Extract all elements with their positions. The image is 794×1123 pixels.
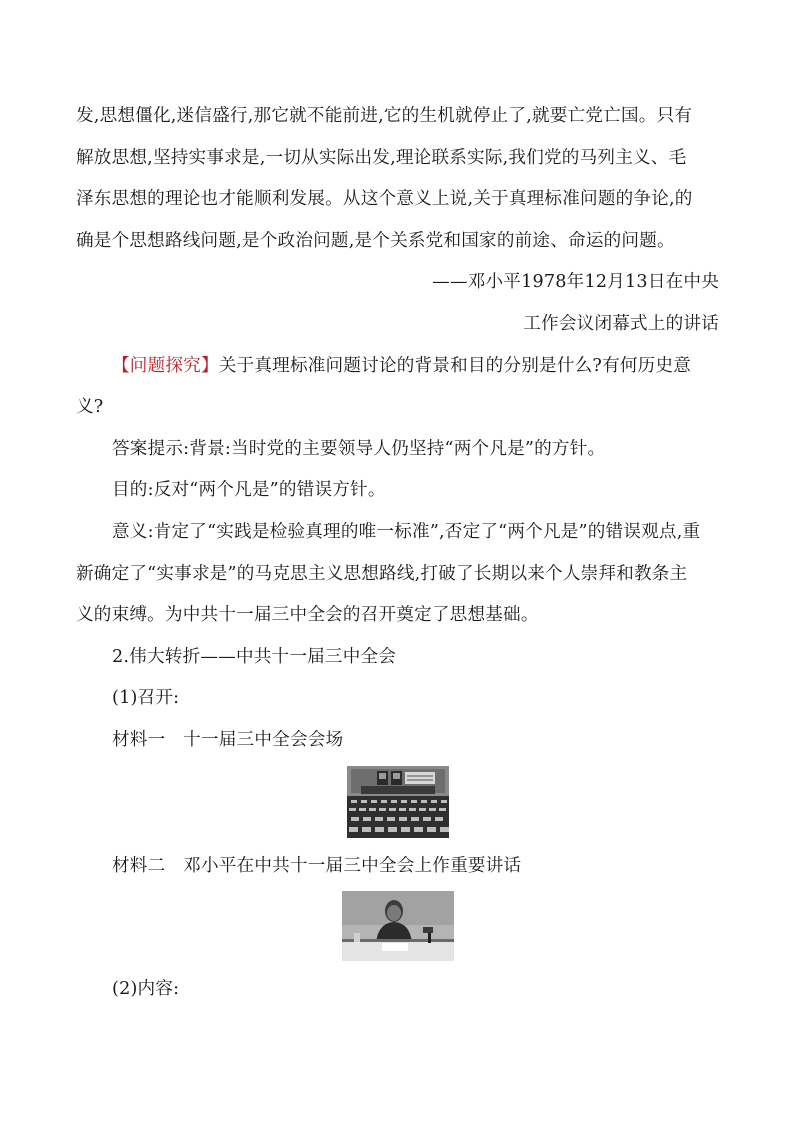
quote-source-line-2: 工作会议闭幕式上的讲话 — [523, 313, 719, 334]
plenary-hall-photo-wrap — [76, 766, 719, 838]
deng-speech-photo — [342, 891, 454, 961]
quote-line-1: 发,思想僵化,迷信盛行,那它就不能前进,它的生机就停止了,就要亡党亡国。只有 — [76, 106, 693, 126]
answer-background: 答案提示:背景:当时党的主要领导人仍坚持“两个凡是”的方针。 — [112, 438, 606, 459]
inquiry-question-cont: 义? — [76, 397, 104, 418]
document-page — [76, 96, 719, 1011]
deng-speech-photo-wrap — [76, 891, 719, 961]
material-1-caption: 材料一 十一届三中全会会场 — [112, 729, 344, 750]
inquiry-question — [76, 346, 719, 388]
inquiry-question-text: 关于真理标准问题讨论的背景和目的分别是什么?有何历史意 — [218, 355, 692, 376]
quote-line-2: 解放思想,坚持实事求是,一切从实际出发,理论联系实际,我们党的马列主义、毛 — [76, 147, 687, 168]
convening-label: (1)召开: — [112, 688, 180, 709]
plenary-hall-photo — [347, 766, 449, 838]
quote-source-line-1: ——邓小平1978年12月13日在中央 — [432, 272, 719, 293]
section-heading: 2.伟大转折——中共十一届三中全会 — [112, 646, 397, 667]
material-2-caption: 材料二 邓小平在中共十一届三中全会上作重要讲话 — [112, 855, 522, 876]
answer-purpose: 目的:反对“两个凡是”的错误方针。 — [112, 480, 386, 501]
quote-line-4: 确是个思想路线问题,是个政治问题,是个关系党和国家的前途、命运的问题。 — [76, 230, 675, 251]
answer-significance-3: 义的束缚。为中共十一届三中全会的召开奠定了思想基础。 — [76, 605, 539, 626]
answer-significance-2: 新确定了“实事求是”的马克思主义思想路线,打破了长期以来个人崇拜和教条主 — [76, 563, 688, 584]
content-label: (2)内容: — [112, 979, 180, 1000]
answer-significance-1: 意义:肯定了“实践是检验真理的唯一标准”,否定了“两个凡是”的错误观点,重 — [112, 521, 701, 542]
inquiry-tag: 【问题探究】 — [112, 355, 219, 376]
quote-line-3: 泽东思想的理论也才能顺利发展。从这个意义上说,关于真理标准问题的争论,的 — [76, 189, 693, 210]
